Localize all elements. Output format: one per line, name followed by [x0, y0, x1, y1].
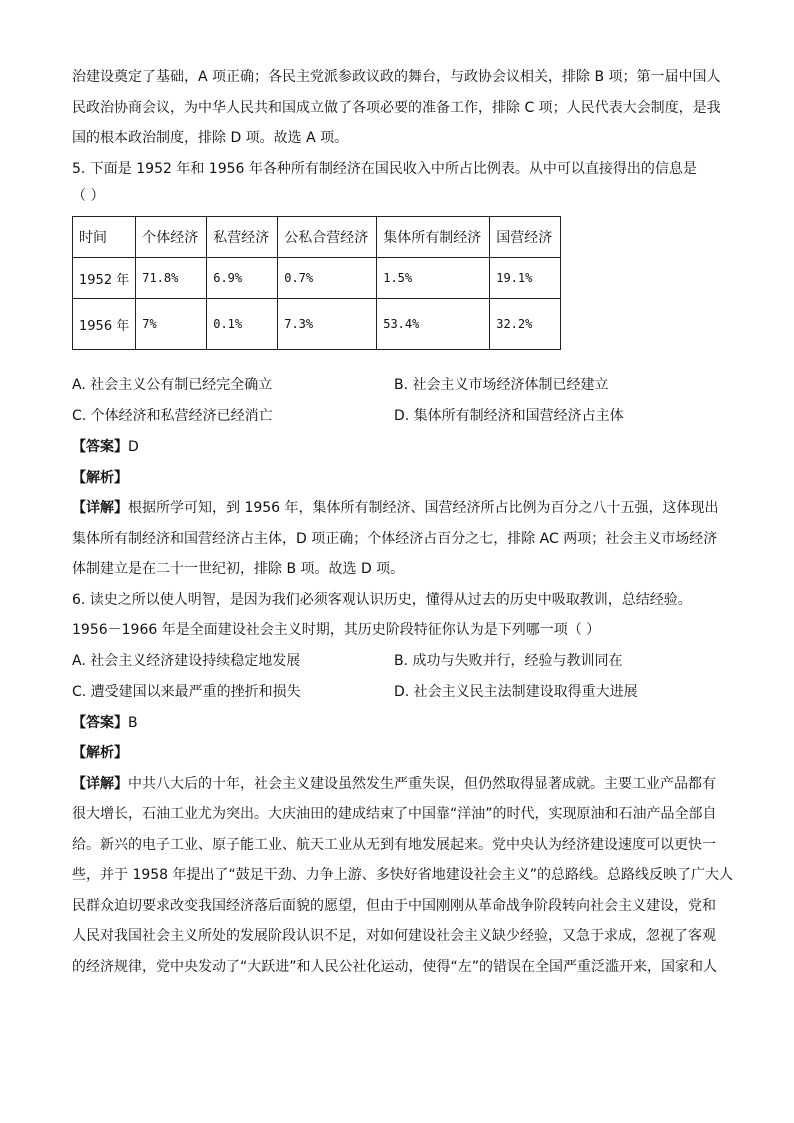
text-line: 民政治协商会议，为中华人民共和国成立做了各项必要的准备工作，排除 C 项；人民代表大会制度，是我: [72, 99, 721, 116]
table-cell: 71.8%: [136, 258, 207, 299]
text-line: 民群众迫切要求改变我国经济落后面貌的愿望，但由于中国刚刚从革命战争阶段转向社会主义建设，党和: [72, 897, 716, 914]
text-line: 体制建立是在二十一世纪初，排除 B 项。故选 D 项。: [72, 561, 405, 577]
option-a: A. 社会主义经济建设持续稳定地发展: [72, 652, 301, 669]
table-cell: 32.2%: [490, 299, 561, 350]
ownership-ratio-table: [72, 216, 561, 350]
table-cell: 0.7%: [278, 258, 377, 299]
option-d: D. 集体所有制经济和国营经济占主体: [394, 408, 624, 424]
text-line: 些，并于 1958 年提出了“鼓足干劲、力争上游、多快好省地建设社会主义”的总路线。总路线反映了广大人: [72, 867, 734, 883]
answer-line: [72, 708, 724, 739]
table-cell: 19.1%: [490, 258, 561, 299]
answer-parentheses: （ ）: [72, 188, 105, 204]
table-cell: 53.4%: [377, 299, 490, 350]
table-header-row: [73, 217, 561, 258]
table-cell: 1.5%: [377, 258, 490, 299]
detail-tag: 【详解】: [72, 775, 128, 792]
table-header-cell: 个体经济: [136, 217, 207, 258]
question-stem: 5. 下面是 1952 年和 1956 年各种所有制经济在国民收入中所占比例表。从中可以直接得出的信息是: [72, 160, 697, 177]
question-stem: 6. 读史之所以使人明智，是因为我们必须客观认识历史，懂得从过去的历史中吸取教训，总结经验。: [72, 591, 692, 608]
options-row: [72, 370, 724, 401]
question-stem: 1956－1966 年是全面建设社会主义时期，其历史阶段特征你认为是下列哪一项（ ）: [72, 622, 601, 638]
answer-value: D: [128, 439, 139, 455]
table-cell: 6.9%: [207, 258, 278, 299]
answer-tag: 【答案】: [72, 714, 128, 731]
question-6: [72, 585, 734, 983]
option-c: C. 遭受建国以来最严重的挫折和损失: [72, 683, 301, 700]
table-cell: 7%: [136, 299, 207, 350]
analysis-tag: 【解析】: [72, 745, 128, 761]
table-row: [73, 258, 561, 299]
option-d: D. 社会主义民主法制建设取得重大进展: [394, 683, 638, 700]
analysis-tag: 【解析】: [72, 469, 128, 486]
table-cell: 7.3%: [278, 299, 377, 350]
text-line: [72, 493, 724, 524]
option-a: A. 社会主义公有制已经完全确立: [72, 377, 273, 393]
document-page: [72, 62, 734, 982]
text-line: 的经济规律，党中央发动了“大跃进”和人民公社化运动，使得“左”的错误在全国严重泛滥开来，国家和人: [72, 958, 718, 975]
answer-value: B: [128, 714, 138, 731]
option-b: B. 社会主义市场经济体制已经建立: [394, 377, 609, 393]
text-line: 治建设奠定了基础，A 项正确；各民主党派参政议政的舞台，与政协会议相关，排除 B 项；第一届中国人: [72, 69, 721, 85]
options-row: [72, 677, 724, 708]
table-cell: 1956 年: [73, 299, 136, 350]
option-b: B. 成功与失败并行，经验与教训同在: [394, 652, 623, 669]
option-c: C. 个体经济和私营经济已经消亡: [72, 408, 273, 424]
table-header-cell: 公私合营经济: [278, 217, 377, 258]
table-header-cell: 集体所有制经济: [377, 217, 490, 258]
options-row: [72, 646, 724, 677]
table-header-cell: 时间: [73, 217, 136, 258]
answer-line: [72, 432, 724, 463]
text-line: 集体所有制经济和国营经济占主体，D 项正确；个体经济占百分之七，排除 AC 两项；社会主义市场经济: [72, 530, 718, 547]
table-header-cell: 私营经济: [207, 217, 278, 258]
text-line: 很大增长，石油工业尤为突出。大庆油田的建成结束了中国靠“洋油”的时代，实现原油和石油产品全部自: [72, 806, 717, 822]
detail-text: 根据所学可知，到 1956 年，集体所有制经济、国营经济所占比例为百分之八十五强，这体现出: [128, 500, 719, 516]
text-line: [72, 769, 724, 800]
text-line: 国的根本政治制度，排除 D 项。故选 A 项。: [72, 130, 349, 146]
table-header-cell: 国营经济: [490, 217, 561, 258]
detail-tag: 【详解】: [72, 500, 128, 516]
detail-explanation: [72, 493, 724, 585]
question-5: [72, 154, 724, 585]
text-line: 人民对我国社会主义所处的发展阶段认识不足，对如何建设社会主义缺少经验，又急于求成，忽视了客观: [72, 928, 716, 944]
table-cell: 1952 年: [73, 258, 136, 299]
text-line: 给。新兴的电子工业、原子能工业、航天工业从无到有地发展起来。党中央认为经济建设速度可以更快一: [72, 836, 716, 853]
detail-explanation: [72, 769, 734, 983]
detail-text: 中共八大后的十年，社会主义建设虽然发生严重失误，但仍然取得显著成就。主要工业产品都有: [128, 775, 716, 792]
table-cell: 0.1%: [207, 299, 278, 350]
answer-tag: 【答案】: [72, 439, 128, 455]
table-row: [73, 299, 561, 350]
previous-answer-text: [72, 62, 724, 154]
options-row: [72, 401, 724, 432]
